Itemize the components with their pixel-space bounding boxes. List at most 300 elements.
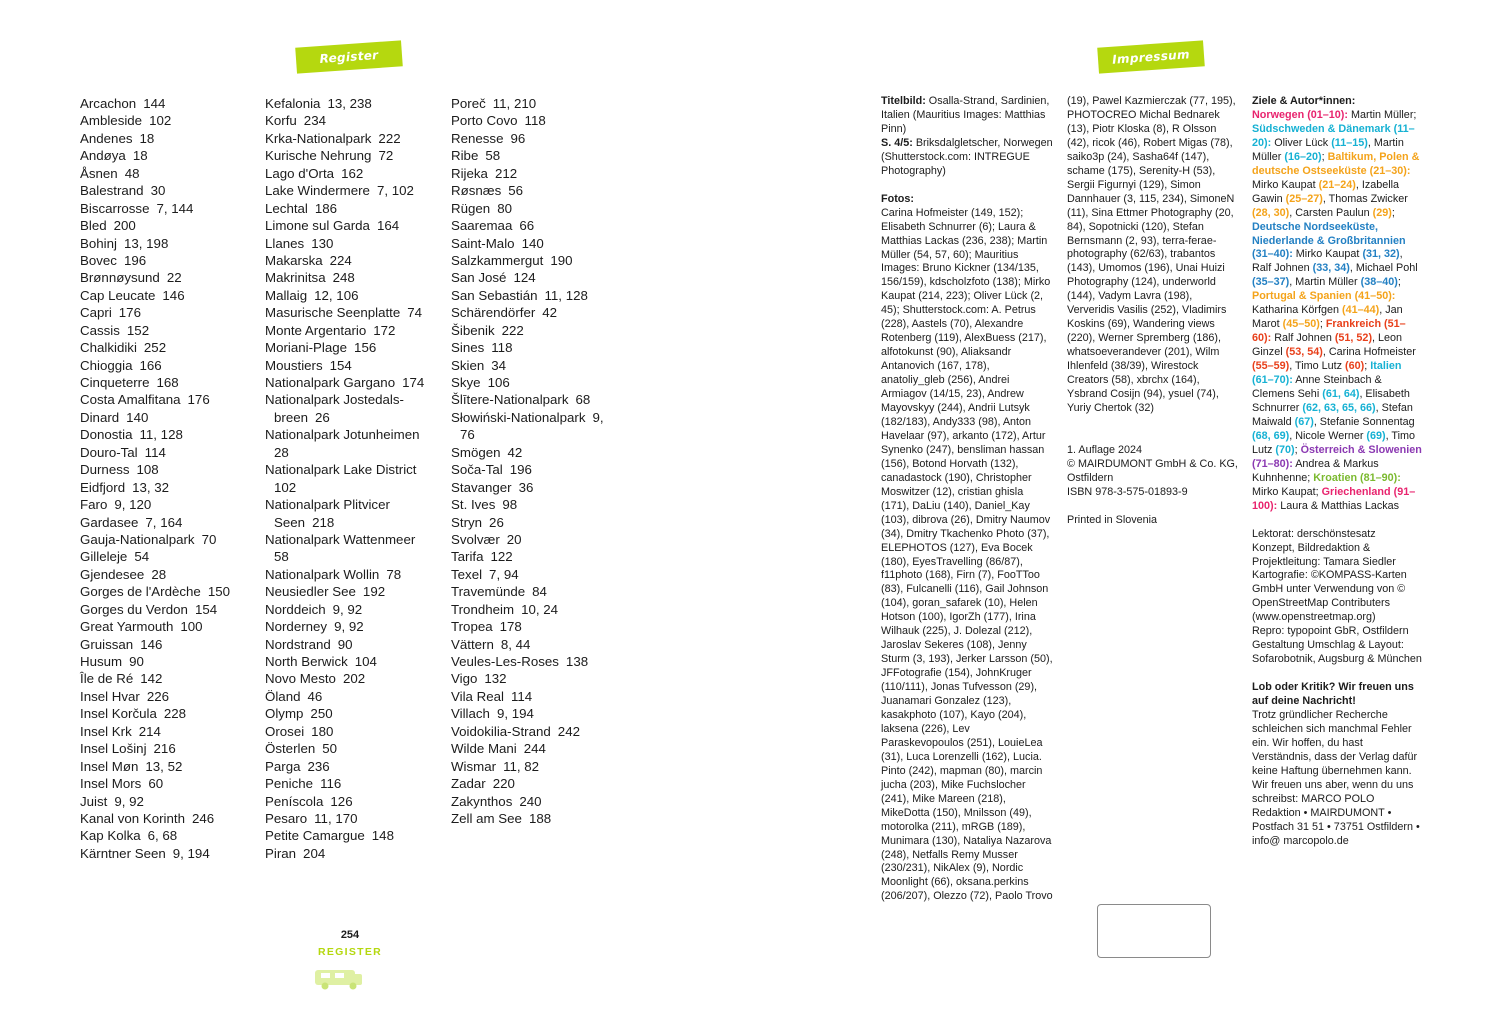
- register-entry: [265, 723, 447, 740]
- register-page: 132: [484, 671, 507, 687]
- register-place: Insel Hvar: [80, 688, 140, 704]
- register-page: 13, 52: [145, 758, 183, 774]
- register-page: 222: [378, 130, 401, 146]
- register-entry: [80, 112, 260, 129]
- register-page: 9, 92: [114, 793, 144, 809]
- camper-van-icon: [313, 965, 365, 991]
- register-page: 162: [341, 165, 364, 181]
- impressum-heading-tag: [1097, 40, 1205, 73]
- register-page: 202: [342, 671, 366, 687]
- register-place: Faro: [80, 497, 108, 513]
- register-page: 56: [508, 183, 524, 199]
- register-page: 218: [312, 514, 335, 530]
- register-page: 7, 94: [489, 566, 519, 582]
- register-page: 176: [187, 392, 210, 408]
- register-page: 240: [519, 793, 542, 809]
- register-entry: [451, 688, 631, 705]
- register-entry: [80, 479, 260, 496]
- register-page: 122: [490, 549, 513, 565]
- ziele-segment: (28, 30): [1252, 206, 1290, 219]
- register-place: Juist: [80, 793, 108, 809]
- register-place: Chioggia: [80, 357, 133, 373]
- register-entry: [451, 775, 631, 792]
- ziele-author: , Leon Ginzel: [1252, 332, 1403, 359]
- register-entry: [451, 235, 631, 252]
- register-place: Cassis: [80, 322, 120, 338]
- register-page: 242: [557, 723, 580, 739]
- register-entry: [265, 112, 447, 129]
- register-entry: [265, 583, 447, 600]
- register-place: Andøya: [80, 148, 126, 164]
- register-place: Öland: [265, 688, 301, 704]
- ziele-author: Katharina Körfgen: [1252, 304, 1343, 317]
- register-entry: [80, 444, 260, 461]
- register-place: Tropea: [451, 619, 493, 635]
- register-entry: [265, 566, 447, 583]
- ziele-author: Andrea & Markus Kuhnhenne;: [1252, 457, 1379, 484]
- ziele-author: ;: [1321, 150, 1328, 163]
- register-page: 192: [362, 584, 386, 600]
- ziele-segment: (38–40): [1360, 276, 1398, 289]
- register-place: San José: [451, 270, 507, 286]
- register-entry: [80, 496, 260, 513]
- impressum-heading: Impressum: [1111, 47, 1191, 67]
- register-page: 196: [509, 462, 532, 478]
- kartografie: Kartografie: ©KOMPASS-Karten GmbH unter Verwendung von © OpenStreetMap Contributers (www.openstreetmap.org): [1252, 569, 1407, 624]
- register-place: Husum: [80, 654, 123, 669]
- register-page: 26: [315, 409, 330, 425]
- copyright: © MAIRDUMONT GmbH & Co. KG, Ostfildern: [1067, 457, 1238, 484]
- register-page: 78: [386, 566, 402, 582]
- register-place: Nationalpark Jotunheimen: [265, 427, 420, 443]
- register-heading: Register: [319, 47, 379, 67]
- register-place: Great Yarmouth: [80, 619, 174, 635]
- register-place: Texel: [451, 566, 483, 582]
- register-page: 144: [143, 96, 166, 111]
- register-page: 102: [274, 479, 297, 495]
- register-place: Mallaig: [265, 287, 308, 303]
- register-entry: [451, 583, 631, 600]
- ziele-author: Anne Steinbach & Clemens Sehi: [1252, 374, 1382, 401]
- register-place: Åsnen: [80, 165, 118, 181]
- register-page: 20: [506, 531, 522, 547]
- register-entry: [80, 775, 260, 792]
- register-entry: [451, 182, 631, 199]
- register-entry: [451, 409, 631, 426]
- register-place: Sines: [451, 340, 485, 356]
- register-place: Ambleside: [80, 113, 143, 129]
- register-place: Šlītere-Nationalpark: [451, 392, 569, 408]
- register-page: 146: [140, 636, 163, 652]
- register-page: 80: [497, 200, 512, 216]
- register-place: Biscarrosse: [80, 200, 150, 216]
- register-page: 26: [489, 514, 504, 530]
- ziele-segment: Norwegen (01–10):: [1252, 108, 1349, 121]
- register-page: 18: [139, 130, 155, 146]
- ziele-segment: (25–27): [1285, 192, 1323, 205]
- register-place: Nationalpark Wollin: [265, 566, 380, 582]
- register-place: St. Ives: [451, 497, 496, 513]
- register-entry: [80, 165, 260, 182]
- register-entry: [80, 670, 260, 687]
- register-entry: [451, 165, 631, 182]
- register-page: 148: [371, 828, 394, 844]
- register-entry: [451, 548, 631, 565]
- register-entry: [451, 793, 631, 810]
- ziele-author: ;: [1319, 318, 1326, 331]
- register-entry-cont: [265, 444, 447, 461]
- register-entry-cont: [451, 426, 631, 443]
- impressum-column-1: [881, 95, 1053, 904]
- register-entry: [265, 618, 447, 635]
- register-page: 9, 92: [334, 619, 364, 635]
- register-page: 28: [274, 444, 289, 460]
- register-entry: [451, 217, 631, 234]
- register-page: 146: [162, 287, 185, 303]
- register-entry: [80, 566, 260, 583]
- register-entry: [451, 200, 631, 217]
- register-entry: [80, 147, 260, 164]
- register-page: 114: [144, 444, 166, 460]
- register-page: 234: [303, 113, 326, 129]
- ziele-segment: (62, 63, 65, 66): [1302, 401, 1376, 414]
- ziele-segment: (45–50): [1282, 318, 1320, 331]
- register-page: 222: [501, 322, 524, 338]
- register-entry: [80, 740, 260, 757]
- register-page: 9, 194: [496, 706, 534, 722]
- feedback-heading: Lob oder Kritik? Wir freuen uns auf deine Nachricht!: [1252, 681, 1414, 708]
- register-page: 244: [523, 741, 546, 757]
- register-page: 10, 24: [521, 601, 559, 617]
- ziele-author: , Jan Marot: [1252, 304, 1403, 331]
- ziele-segment: Italien (61–70):: [1252, 360, 1402, 387]
- ziele-segment: (69): [1366, 429, 1386, 442]
- register-place: Bled: [80, 218, 107, 234]
- register-place: Cinqueterre: [80, 375, 150, 390]
- register-entry: [80, 200, 260, 217]
- impressum-column-3: [1252, 95, 1424, 849]
- register-place: Lago d'Orta: [265, 165, 335, 181]
- register-entry: [265, 688, 447, 705]
- register-page: 13, 198: [123, 235, 169, 251]
- page-number: 254: [340, 929, 360, 941]
- register-place: North Berwick: [265, 654, 348, 669]
- register-place: Svolvær: [451, 531, 500, 547]
- ziele-segment: Portugal & Spanien (41–50):: [1252, 290, 1396, 303]
- register-place: Peniche: [265, 776, 314, 792]
- register-place: Soča-Tal: [451, 462, 503, 478]
- register-page: 96: [510, 130, 526, 146]
- ziele-author: , Thomas Zwicker: [1322, 192, 1408, 205]
- ziele-segment: (68, 69): [1252, 429, 1290, 442]
- register-entry: [451, 304, 631, 321]
- register-place: Norderney: [265, 619, 328, 635]
- register-entry: [80, 95, 260, 112]
- register-page: 8, 44: [500, 636, 531, 652]
- ziele-segment: (67): [1294, 415, 1314, 428]
- register-place: Brønnøysund: [80, 270, 160, 286]
- register-entry: [80, 583, 260, 600]
- register-entry: [451, 531, 631, 548]
- register-page: 68: [575, 392, 591, 408]
- register-entry: [80, 845, 260, 862]
- register-place: Porto Covo: [451, 113, 518, 129]
- register-place: Makarska: [265, 252, 323, 268]
- register-entry-cont: [265, 548, 447, 565]
- ziele-author: , Martin Müller: [1252, 136, 1404, 163]
- register-place: Donostia: [80, 427, 133, 443]
- ziele-segment: (35–37): [1252, 276, 1290, 289]
- register-entry: [80, 357, 260, 374]
- register-place: Insel Mors: [80, 776, 142, 792]
- register-place: Krka-Nationalpark: [265, 130, 372, 146]
- register-page: 48: [124, 165, 140, 181]
- register-place: Orosei: [265, 723, 305, 739]
- register-page: 22: [166, 270, 182, 286]
- register-place: Šibenik: [451, 322, 495, 338]
- fotos-credits: Carina Hofmeister (149, 152); Elisabeth Schnurrer (6); Laura & Matthias Lackas (236, 238); Martin Müller (54, 57, 60); Mauritius Images: Bruno Kickner (134/135, 156/159), kdscholzfoto (138); Mirko Kaupat (214, 223); Oliver Lück (2, 45); Shutterstock.com: A. Petrus (228), Aastels (70), Alexandre Rotenberg (119), AlexBuess (217), alfotokunst (90), Aliaksandr Antanovich (167, 178), anatoliy_gleb (256), Andrei Armiagov (14/15, 23), Andrew Mayovskyy (244), Andrii Lutsyk (182/183), Andy333 (98), Anton Havelaar (97), arkanto (172), Artur Synenko (247), bensliman hassan (156), Botond Horvath (132), canadastock (190), Christopher Moswitzer (12), cristian ghisla (171), DaLiu (140), Daniel_Kay (103), dibrova (26), Dmitry Naumov (34), Dmitry Tkachenko Photo (37), ELEPHOTOS (127), Eva Bocek (180), EyesTravelling (86/87), f11photo (168), Firn (7), FooTToo (83), Fulcanelli (116), Gail Johnson (104), goran_safarek (10), Helen Hotson (100), IgorZh (177), Irina Wilhauk (225), J. Dolezal (212), Jaroslav Sekeres (108), Jenny Sturm (3, 193), Jerker Larsson (50), JFFotografie (154), JohnKruger (110/111), Jonas Tufvesson (29), Juanamari Gonzalez (123), kasakphoto (107), Kayo (204), laksena (226), Lev Paraskevopoulos (251), LouieLea (31), Luca Lorenzelli (162), Lucia. Pinto (242), mapman (80), marcin jucha (203), Mike Fuchslocher (241), Mike Mareen (218), MikeDotta (150), Mnilsson (49), motorolka (211), mRGB (189), Munimara (130), Nataliya Nazarova (248), Netfalls Remy Musser (230/231), NikAlex (9), Nordic Moonlight (66), oksana.perkins (206/207), Olezzo (72), Paolo Trovo: [881, 206, 1053, 903]
- register-entry: [265, 827, 447, 844]
- register-page: 11, 82: [503, 758, 540, 774]
- register-place: Voidokilia-Strand: [451, 723, 551, 739]
- ziele-segment: (33, 34): [1312, 262, 1350, 275]
- register-page: 9, 92: [332, 601, 363, 617]
- register-place: Gjendesee: [80, 566, 145, 582]
- register-entry: [265, 601, 447, 618]
- register-page: 42: [542, 305, 558, 321]
- register-place: Petite Camargue: [265, 828, 365, 844]
- register-page: 228: [163, 706, 187, 722]
- register-place: Gorges de l'Ardèche: [80, 584, 201, 600]
- register-page: 190: [550, 252, 573, 268]
- register-page: 180: [311, 723, 334, 739]
- register-page: 76: [460, 427, 475, 443]
- register-place: Capri: [80, 305, 112, 321]
- register-entry: [451, 287, 631, 304]
- register-page: 118: [491, 340, 513, 356]
- gestaltung: Gestaltung Umschlag & Layout: Sofarobotnik, Augsburg & München: [1252, 639, 1422, 666]
- register-place: Travemünde: [451, 584, 526, 600]
- register-place: Słowiński-Nationalpark: [451, 409, 586, 425]
- register-entry: [80, 409, 260, 426]
- ziele-author: , Stefanie Sonnentag: [1313, 415, 1415, 428]
- register-place: Nordstrand: [265, 636, 331, 652]
- register-entry: [451, 618, 631, 635]
- register-entry: [265, 496, 447, 513]
- register-page: 60: [148, 776, 164, 792]
- register-page: 252: [143, 340, 167, 356]
- register-page: 176: [118, 305, 141, 321]
- register-entry: [80, 810, 260, 827]
- register-page: 236: [307, 758, 330, 774]
- register-page: 46: [307, 688, 323, 704]
- ziele-segment: Frankreich (51–60):: [1252, 318, 1406, 345]
- register-entry: [451, 566, 631, 583]
- ziele-label: Ziele & Autor*innen:: [1252, 95, 1356, 107]
- register-place: Costa Amalfitana: [80, 392, 181, 408]
- s45-label: S. 4/5:: [881, 136, 913, 149]
- register-entry: [265, 269, 447, 286]
- register-place: Nationalpark Lake District: [265, 462, 417, 478]
- register-entry: [265, 740, 447, 757]
- register-page: 100: [180, 619, 203, 635]
- feedback-text: Trotz gründlicher Recherche schleichen sich manchmal Fehler ein. Wir hoffen, du hast Verständnis, dass der Verlag dafür keine Haftung übernehmen kann. Wir freuen uns aber, wenn du uns schreibst: MARCO POLO Redaktion • MAIRDUMONT • Postfach 31 51 • 73751 Ostfildern • info@ marcopolo.de: [1252, 709, 1420, 847]
- ziele-authors: [1252, 109, 1424, 514]
- register-page: 140: [126, 409, 149, 425]
- register-place: Kap Kolka: [80, 828, 141, 844]
- register-entry: [80, 618, 260, 635]
- register-entry: [451, 723, 631, 740]
- register-page: 36: [518, 479, 534, 495]
- register-place: Piran: [265, 845, 297, 861]
- register-page: 178: [499, 619, 522, 635]
- register-entry: [265, 758, 447, 775]
- ziele-segment: (60): [1345, 360, 1365, 373]
- register-page: 156: [354, 340, 377, 356]
- register-place: Villach: [451, 706, 490, 722]
- register-page: 246: [191, 810, 215, 826]
- register-entry: [451, 810, 631, 827]
- register-entry: [80, 235, 260, 252]
- register-place: Eidfjord: [80, 479, 126, 495]
- register-place: Gruissan: [80, 636, 134, 652]
- register-place: Zadar: [451, 776, 486, 792]
- register-entry: [265, 391, 447, 408]
- register-page: 104: [354, 654, 377, 669]
- register-entry: [451, 670, 631, 687]
- register-page: 28: [151, 566, 167, 582]
- register-page: 102: [149, 113, 172, 129]
- register-place: Salzkammergut: [451, 252, 544, 268]
- register-entry: [80, 758, 260, 775]
- register-entry: [80, 217, 260, 234]
- register-place: Douro-Tal: [80, 444, 138, 460]
- ziele-author: , Izabella Gawin: [1252, 178, 1400, 205]
- register-place: Kärntner Seen: [80, 845, 166, 861]
- ziele-segment: Südschweden & Dänemark (11–20):: [1252, 122, 1415, 149]
- register-page: 90: [337, 636, 353, 652]
- register-entry: [265, 217, 447, 234]
- ziele-author: ;: [1294, 443, 1301, 456]
- ziele-segment: (53, 54): [1285, 346, 1323, 359]
- register-entry: [80, 130, 260, 147]
- edition: 1. Auflage 2024: [1067, 443, 1143, 456]
- register-page: 84: [532, 584, 547, 600]
- ziele-author: Mirko Kaupat: [1252, 178, 1319, 191]
- register-entry: [451, 496, 631, 513]
- register-entry: [80, 688, 260, 705]
- register-entry: [265, 304, 447, 321]
- register-page: 11, 210: [492, 96, 537, 111]
- register-page: 186: [314, 200, 338, 216]
- register-place: Vigo: [451, 671, 478, 687]
- register-place: Moriani-Plage: [265, 340, 348, 356]
- register-place: Zell am See: [451, 810, 522, 826]
- ziele-segment: Baltikum, Polen & deutsche Ostseeküste (21–30):: [1252, 150, 1420, 177]
- register-entry: [80, 531, 260, 548]
- register-page: 174: [402, 375, 425, 390]
- register-entry: [451, 374, 631, 391]
- ziele-author: Laura & Matthias Lackas: [1277, 499, 1400, 512]
- isbn: ISBN 978-3-575-01893-9: [1067, 485, 1188, 498]
- register-page: 98: [502, 497, 518, 513]
- register-page: 226: [146, 688, 170, 704]
- register-entry: [80, 322, 260, 339]
- register-page: 11, 170: [314, 810, 358, 826]
- register-place: Gardasee: [80, 514, 139, 530]
- register-place: Gorges du Verdon: [80, 601, 188, 617]
- register-entry: [451, 147, 631, 164]
- register-place: Arcachon: [80, 96, 137, 111]
- ziele-segment: (29): [1372, 206, 1392, 219]
- register-page: 106: [487, 375, 510, 390]
- register-place: Gilleleje: [80, 549, 128, 565]
- register-place: Bovec: [80, 252, 117, 268]
- register-entry: [265, 636, 447, 653]
- register-entry: [265, 670, 447, 687]
- ziele-segment: Österreich & Slowenien (71–80):: [1252, 443, 1422, 470]
- register-entry-cont: [265, 409, 447, 426]
- register-page: 150: [207, 584, 230, 600]
- register-page: 214: [138, 723, 161, 739]
- register-page: 12, 106: [314, 287, 359, 303]
- register-column-1: [80, 95, 260, 862]
- register-entry: [80, 269, 260, 286]
- register-place: Skien: [451, 357, 485, 373]
- register-entry: [80, 636, 260, 653]
- register-entry: [265, 200, 447, 217]
- register-entry: [451, 444, 631, 461]
- register-page: 212: [494, 165, 518, 181]
- register-place: Monte Argentario: [265, 322, 367, 338]
- register-page: 18: [132, 148, 148, 164]
- ziele-author: , Timo Lutz: [1252, 429, 1416, 456]
- register-entry: [265, 793, 447, 810]
- register-place-cont: breen: [274, 409, 309, 425]
- register-place: Nationalpark Wattenmeer: [265, 531, 416, 547]
- register-place: Novo Mesto: [265, 671, 336, 687]
- register-entry: [451, 601, 631, 618]
- register-entry: [451, 252, 631, 269]
- register-page: 164: [376, 218, 400, 234]
- register-place: Poreč: [451, 96, 486, 111]
- register-place: Ribe: [451, 148, 479, 164]
- register-place: Peníscola: [265, 793, 324, 809]
- register-page: 11, 128: [544, 287, 588, 303]
- register-page: 90: [129, 654, 144, 669]
- section-label: REGISTER: [317, 946, 383, 958]
- register-entry: [80, 426, 260, 443]
- register-place: Nationalpark Plitvicer: [265, 497, 390, 513]
- register-entry: [80, 252, 260, 269]
- register-entry: [265, 426, 447, 443]
- register-entry: [451, 758, 631, 775]
- register-place: Llanes: [265, 235, 305, 251]
- register-entry: [451, 391, 631, 408]
- register-entry: [80, 391, 260, 408]
- register-page: 9, 194: [172, 845, 210, 861]
- register-page: 34: [491, 357, 507, 373]
- register-place: Kurische Nehrung: [265, 148, 372, 164]
- register-page: 70: [201, 531, 217, 547]
- ziele-segment: (51, 52): [1334, 332, 1373, 345]
- register-place: Tarifa: [451, 549, 484, 565]
- register-page: 9,: [592, 409, 604, 425]
- register-page: 152: [126, 322, 150, 338]
- fotos-label: Fotos:: [881, 192, 914, 205]
- register-place: Masurische Seenplatte: [265, 305, 401, 321]
- register-entry: [265, 147, 447, 164]
